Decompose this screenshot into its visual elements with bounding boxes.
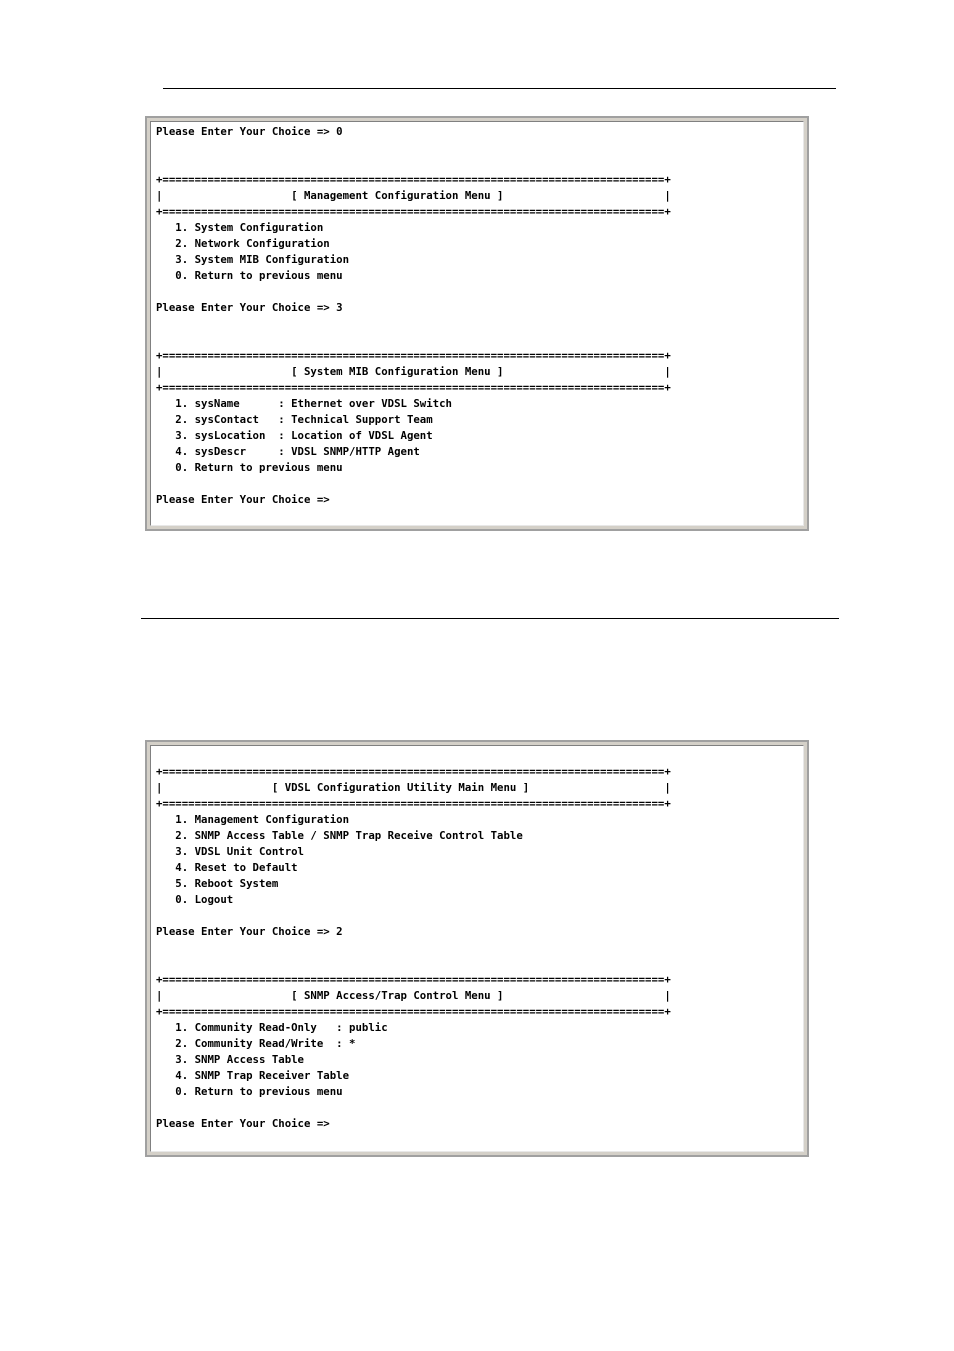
terminal-output xyxy=(156,124,803,508)
terminal-window-management-menu xyxy=(145,116,809,531)
terminal-screen[interactable] xyxy=(150,121,804,526)
terminal-line: +==============================================================================+ xyxy=(156,973,671,986)
terminal-line: Please Enter Your Choice => 2 xyxy=(156,925,343,938)
terminal-line: 1. sysName : Ethernet over VDSL Switch xyxy=(156,397,452,410)
terminal-line: 2. SNMP Access Table / SNMP Trap Receive Control Table xyxy=(156,829,523,842)
terminal-screen[interactable] xyxy=(150,745,804,1152)
terminal-line: 0. Return to previous menu xyxy=(156,461,343,474)
top-rule xyxy=(163,88,836,89)
terminal-line: +==============================================================================+ xyxy=(156,349,671,362)
terminal-line: | [ Management Configuration Menu ] | xyxy=(156,189,671,202)
terminal-line: 0. Return to previous menu xyxy=(156,1085,343,1098)
section-divider-rule xyxy=(141,618,839,619)
terminal-window-main-menu xyxy=(145,740,809,1157)
terminal-line xyxy=(156,956,803,972)
terminal-line: 3. sysLocation : Location of VDSL Agent xyxy=(156,429,433,442)
terminal-line: +==============================================================================+ xyxy=(156,1005,671,1018)
terminal-line xyxy=(156,748,803,764)
terminal-line: +==============================================================================+ xyxy=(156,381,671,394)
terminal-line: 3. VDSL Unit Control xyxy=(156,845,304,858)
terminal-line xyxy=(156,332,803,348)
terminal-line: 2. Network Configuration xyxy=(156,237,330,250)
terminal-line xyxy=(156,908,803,924)
terminal-line: +==============================================================================+ xyxy=(156,765,671,778)
terminal-line xyxy=(156,940,803,956)
terminal-line: 2. sysContact : Technical Support Team xyxy=(156,413,433,426)
terminal-line: +==============================================================================+ xyxy=(156,205,671,218)
terminal-line: Please Enter Your Choice => xyxy=(156,493,330,506)
terminal-line: 4. Reset to Default xyxy=(156,861,298,874)
terminal-line: +==============================================================================+ xyxy=(156,797,671,810)
terminal-line: Please Enter Your Choice => xyxy=(156,1117,330,1130)
terminal-line xyxy=(156,476,803,492)
terminal-line: | [ VDSL Configuration Utility Main Menu ] | xyxy=(156,781,671,794)
terminal-line: 4. sysDescr : VDSL SNMP/HTTP Agent xyxy=(156,445,420,458)
terminal-line: Please Enter Your Choice => 3 xyxy=(156,301,343,314)
terminal-line: +==============================================================================+ xyxy=(156,173,671,186)
terminal-line: Please Enter Your Choice => 0 xyxy=(156,125,343,138)
terminal-line: 2. Community Read/Write : * xyxy=(156,1037,356,1050)
terminal-line: 1. System Configuration xyxy=(156,221,324,234)
terminal-line: | [ SNMP Access/Trap Control Menu ] | xyxy=(156,989,671,1002)
terminal-line: 4. SNMP Trap Receiver Table xyxy=(156,1069,350,1082)
terminal-line xyxy=(156,1100,803,1116)
terminal-line xyxy=(156,156,803,172)
terminal-line: 1. Community Read-Only : public xyxy=(156,1021,388,1034)
terminal-line xyxy=(156,284,803,300)
terminal-line: | [ System MIB Configuration Menu ] | xyxy=(156,365,671,378)
terminal-line: 3. SNMP Access Table xyxy=(156,1053,304,1066)
terminal-line xyxy=(156,316,803,332)
terminal-line: 1. Management Configuration xyxy=(156,813,350,826)
terminal-output xyxy=(156,748,803,1132)
terminal-line: 0. Logout xyxy=(156,893,234,906)
terminal-line: 0. Return to previous menu xyxy=(156,269,343,282)
terminal-line: 3. System MIB Configuration xyxy=(156,253,350,266)
terminal-line xyxy=(156,140,803,156)
terminal-line: 5. Reboot System xyxy=(156,877,279,890)
